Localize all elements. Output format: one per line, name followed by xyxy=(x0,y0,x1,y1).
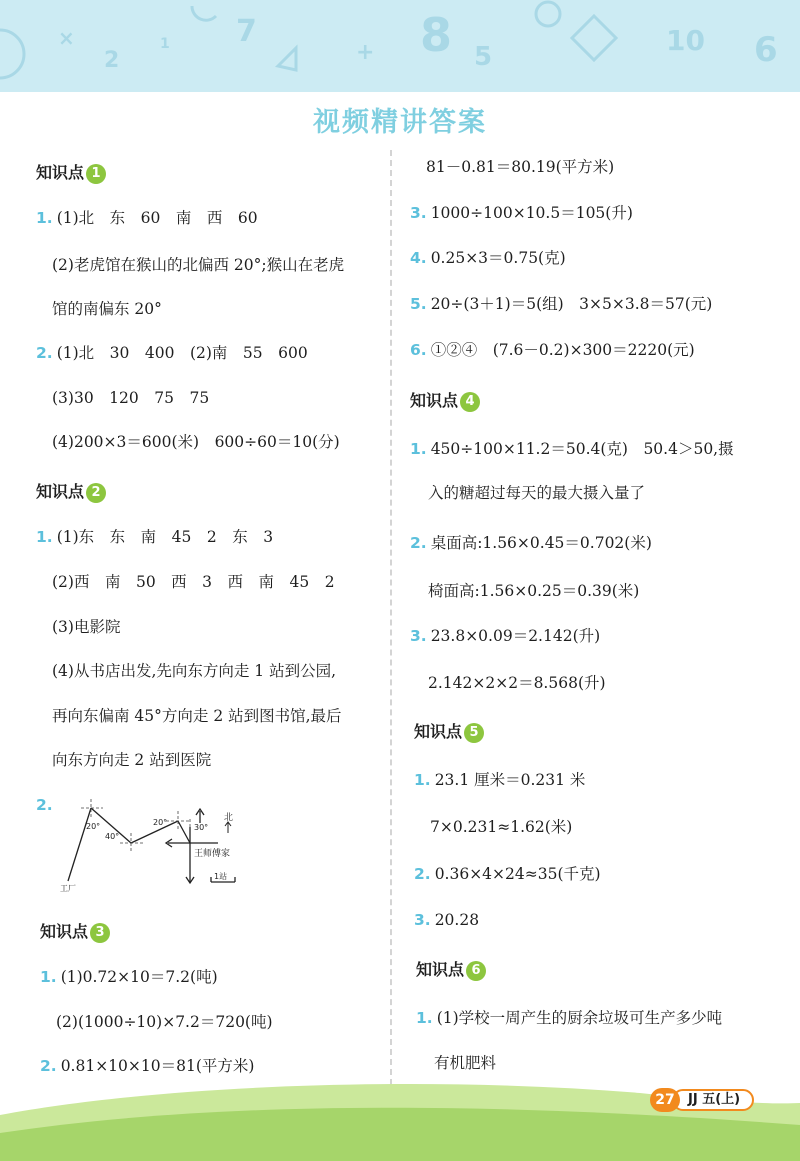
question-number: 2. xyxy=(414,865,431,883)
home-label: 王师傅家 xyxy=(194,849,231,859)
angle-label: 20° xyxy=(86,822,101,831)
answer-line: 3. 1000÷100×10.5＝105(升) xyxy=(410,204,633,222)
answer-line: 7×0.231≈1.62(米) xyxy=(430,818,573,836)
answer-line: 1. (1)0.72×10＝7.2(吨) xyxy=(40,968,218,986)
answer-line: 入的糖超过每天的最大摄入量了 xyxy=(428,484,646,502)
header-decoration: 6 xyxy=(754,30,778,70)
answer-line: 81－0.81＝80.19(平方米) xyxy=(426,158,615,176)
answer-line: 3. 23.8×0.09＝2.142(升) xyxy=(410,627,601,645)
header-decoration: 1 xyxy=(160,36,170,52)
question-number: 3. xyxy=(410,627,427,645)
question-number: 1. xyxy=(40,968,57,986)
header-decoration: × xyxy=(58,26,75,50)
header-decoration: 7 xyxy=(236,14,257,49)
answer-line: 1. 23.1 厘米＝0.231 米 xyxy=(414,771,586,789)
north-label: 北 xyxy=(224,813,234,823)
question-number: 2. xyxy=(36,796,53,814)
answer-line: (2)老虎馆在猴山的北偏西 20°;猴山在老虎 xyxy=(52,256,345,274)
answer-line: 有机肥料 xyxy=(434,1054,497,1072)
answer-line: 馆的南偏东 20° xyxy=(52,300,162,318)
answer-line: (3)30 120 75 75 xyxy=(52,389,210,407)
answer-line: 1. 450÷100×11.2＝50.4(克) 50.4＞50,摄 xyxy=(410,440,734,458)
answer-line: 4. 0.25×3＝0.75(克) xyxy=(410,249,566,267)
header-decoration: + xyxy=(356,40,375,65)
answer-line: 再向东偏南 45°方向走 2 站到图书馆,最后 xyxy=(52,707,342,725)
question-number: 5. xyxy=(410,295,427,313)
answer-line: 1. (1)北 东 60 南 西 60 xyxy=(36,209,258,227)
question-number: 1. xyxy=(416,1009,433,1027)
angle-label: 30° xyxy=(194,823,209,832)
edition-label: JJ 五(上) xyxy=(672,1089,754,1111)
section-header-4: 知识点 4 xyxy=(410,389,480,413)
page-number: 27 xyxy=(650,1088,680,1112)
answer-line: (3)电影院 xyxy=(52,618,121,636)
question-number: 1. xyxy=(36,528,53,546)
answer-line: 向东方向走 2 站到医院 xyxy=(52,751,212,769)
section-header-3: 知识点 3 xyxy=(40,920,110,944)
header-band xyxy=(0,0,800,92)
answer-line: 2. 桌面高:1.56×0.45＝0.702(米) xyxy=(410,534,652,552)
question-number: 4. xyxy=(410,249,427,267)
answer-line: (2)(1000÷10)×7.2＝720(吨) xyxy=(56,1013,273,1031)
question-number: 2. xyxy=(40,1057,57,1075)
answer-line: 3. 20.28 xyxy=(414,911,480,929)
factory-label: 工厂 xyxy=(60,884,76,892)
question-number: 1. xyxy=(414,771,431,789)
answer-line: 2. (1)北 30 400 (2)南 55 600 xyxy=(36,344,308,362)
column-divider xyxy=(390,150,392,1085)
header-shapes xyxy=(0,0,800,92)
header-decoration: 5 xyxy=(474,42,493,72)
question-number: 3. xyxy=(410,204,427,222)
scale-label: 1站 xyxy=(214,872,228,881)
answer-line: 2.142×2×2＝8.568(升) xyxy=(428,674,606,692)
page-indicator xyxy=(650,1088,754,1112)
section-number-badge: 3 xyxy=(90,923,110,943)
header-decoration: 2 xyxy=(104,48,120,73)
section-number-badge: 1 xyxy=(86,164,106,184)
answer-line: (4)200×3＝600(米) 600÷60＝10(分) xyxy=(52,433,340,451)
answer-line: 6. ①②④ (7.6－0.2)×300＝2220(元) xyxy=(410,341,695,359)
answer-line: 2. 0.36×4×24≈35(千克) xyxy=(414,865,601,883)
answer-line: 椅面高:1.56×0.25＝0.39(米) xyxy=(428,582,640,600)
section-header-1: 知识点 1 xyxy=(36,161,106,185)
route-diagram xyxy=(48,797,248,892)
section-header-6: 知识点 6 xyxy=(416,958,486,982)
header-decoration: 8 xyxy=(420,8,453,62)
page-title: 视频精讲答案 xyxy=(313,107,487,138)
angle-label: 40° xyxy=(105,832,120,841)
question-number: 1. xyxy=(410,440,427,458)
section-number-badge: 4 xyxy=(460,392,480,412)
header-decoration: 10 xyxy=(666,24,705,57)
angle-label: 20° xyxy=(153,818,168,827)
answer-line: 1. (1)学校一周产生的厨余垃圾可生产多少吨 xyxy=(416,1009,723,1027)
answer-line: (4)从书店出发,先向东方向走 1 站到公园, xyxy=(52,662,337,680)
section-header-2: 知识点 2 xyxy=(36,480,106,504)
question-number: 1. xyxy=(36,209,53,227)
section-number-badge: 2 xyxy=(86,483,106,503)
answer-line: (2)西 南 50 西 3 西 南 45 2 xyxy=(52,573,335,591)
question-number: 2. xyxy=(410,534,427,552)
answer-line: 5. 20÷(3＋1)＝5(组) 3×5×3.8＝57(元) xyxy=(410,295,713,313)
answer-line: 2. 0.81×10×10＝81(平方米) xyxy=(40,1057,255,1075)
section-number-badge: 6 xyxy=(466,961,486,981)
section-header-5: 知识点 5 xyxy=(414,720,484,744)
answer-line: 1. (1)东 东 南 45 2 东 3 xyxy=(36,528,274,546)
question-number: 3. xyxy=(414,911,431,929)
question-number: 2. xyxy=(36,344,53,362)
section-number-badge: 5 xyxy=(464,723,484,743)
question-number: 6. xyxy=(410,341,427,359)
